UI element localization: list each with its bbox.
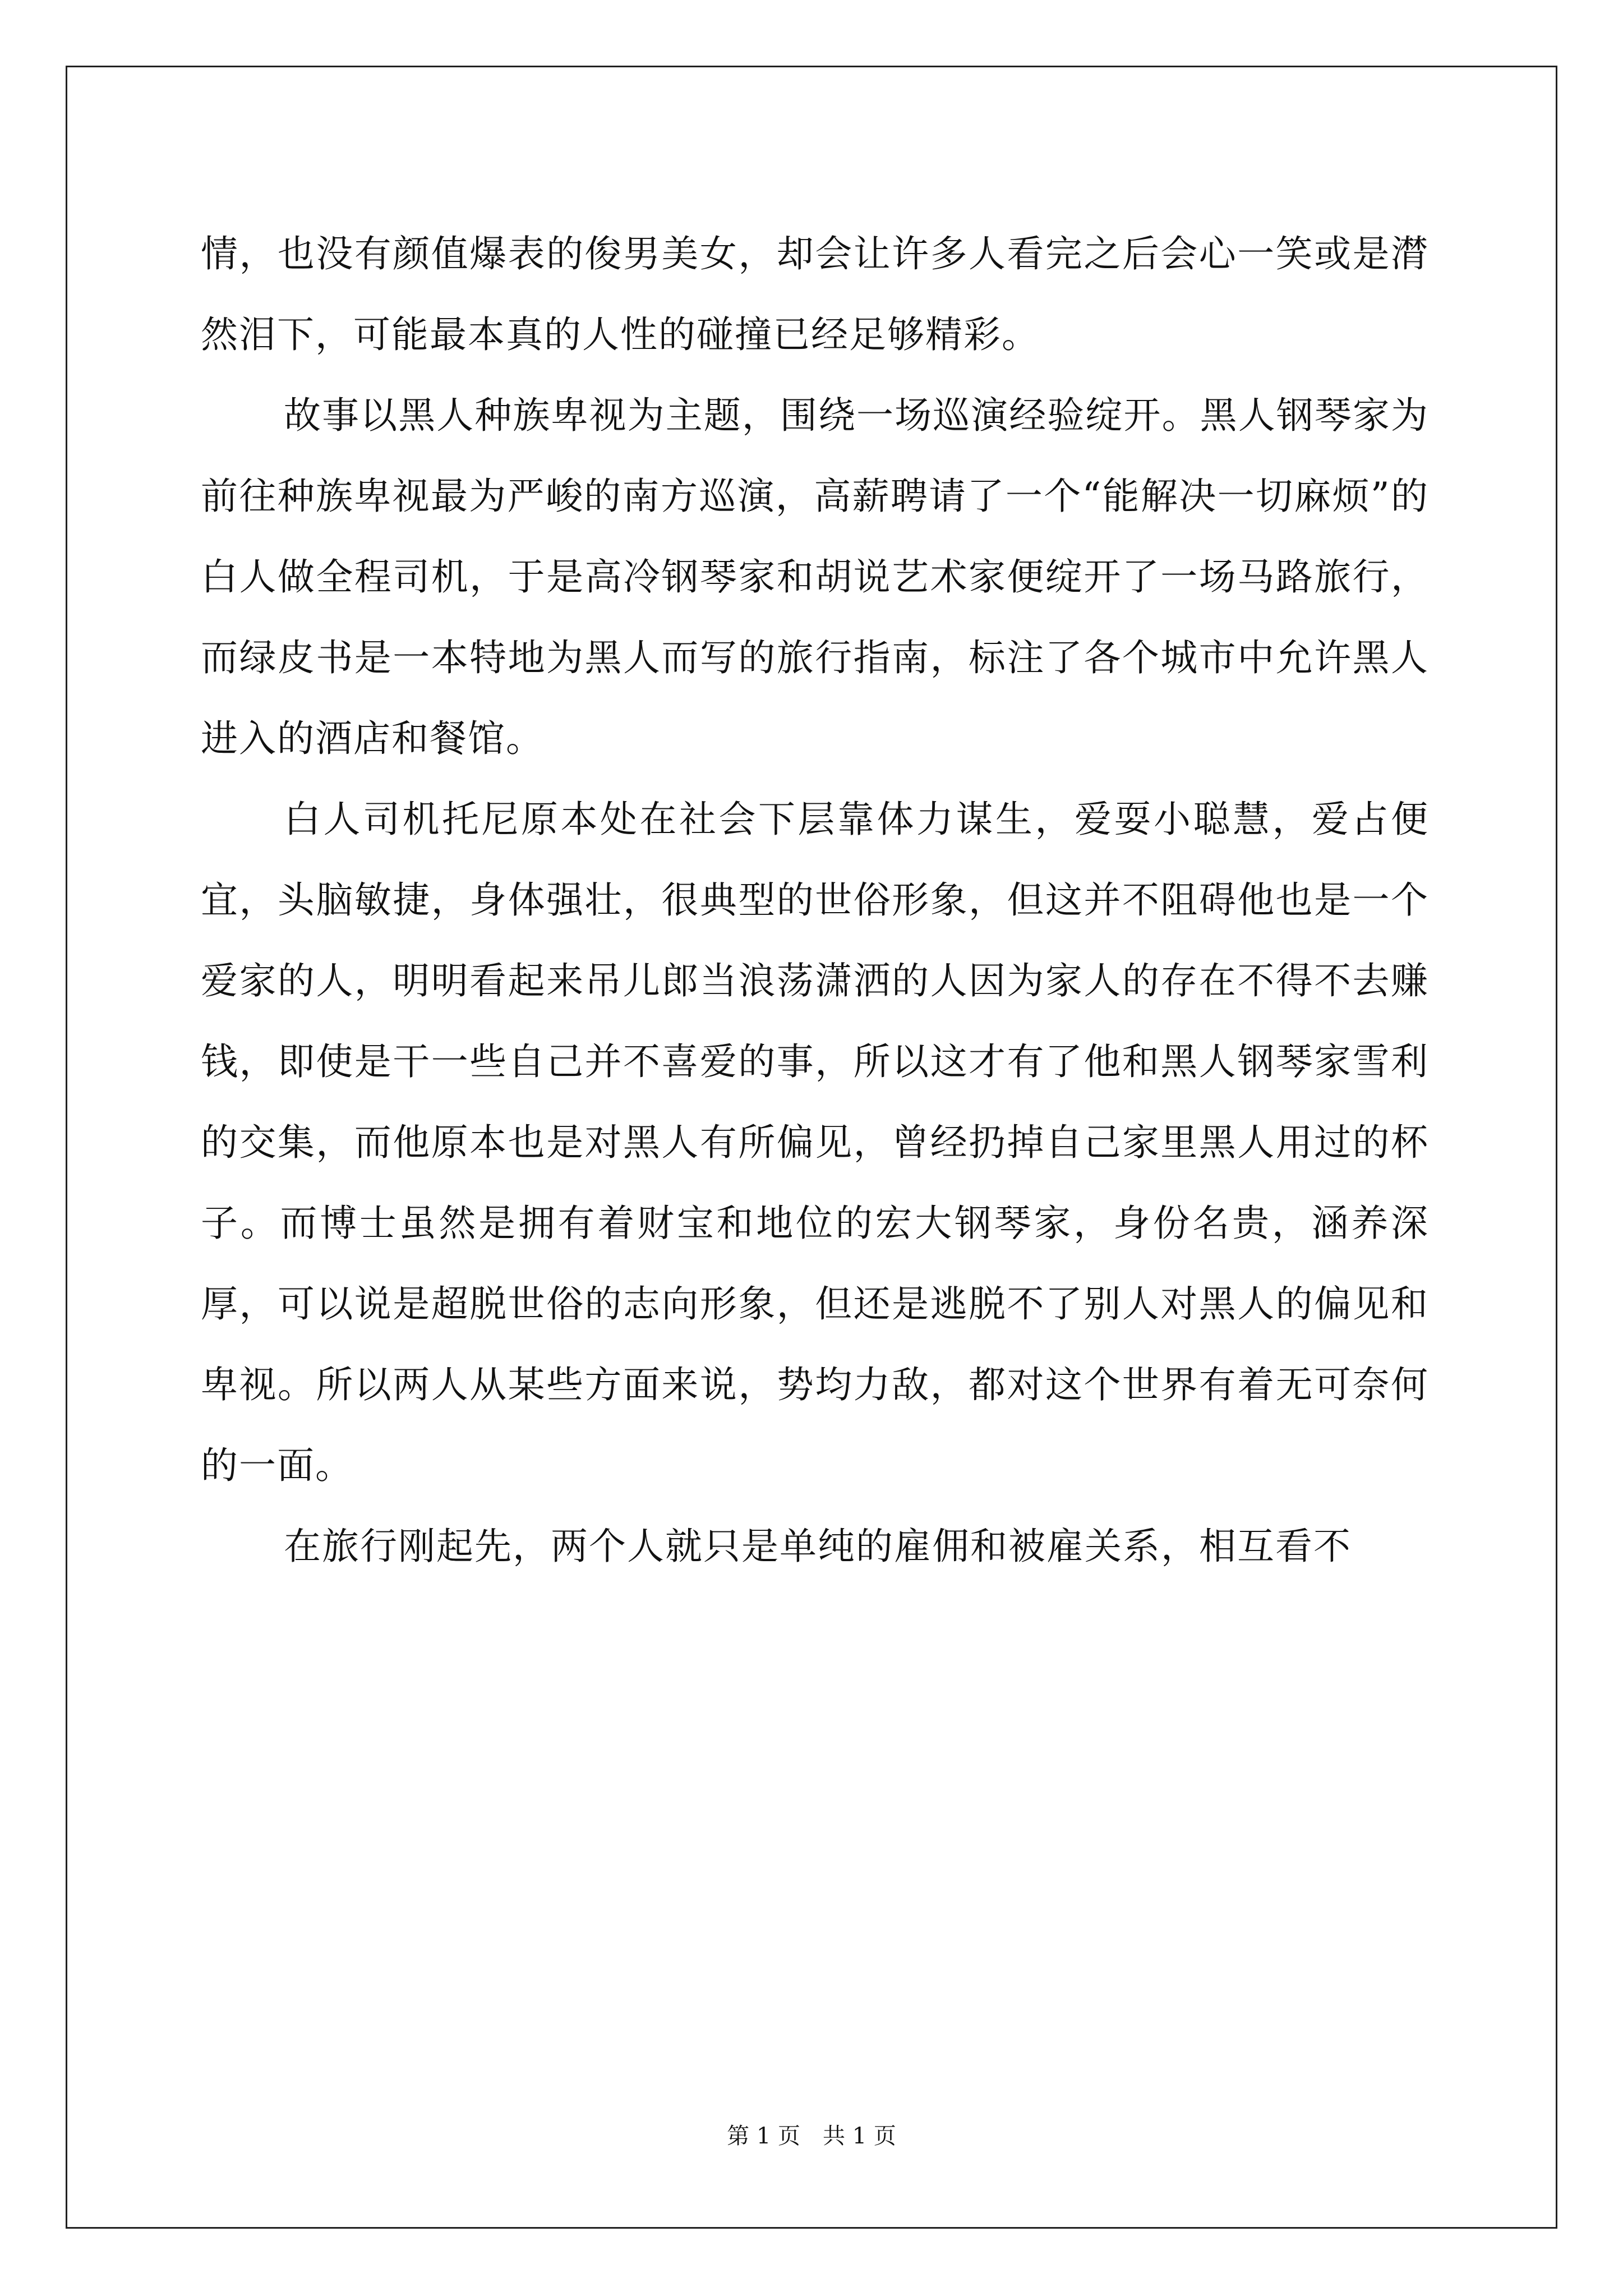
paragraph-1: 情，也没有颜值爆表的俊男美女，却会让许多人看完之后会心一笑或是潸然泪下，可能最本真的人性的碰撞已经足够精彩。 [201,232,1429,356]
document-body [201,214,1429,1587]
page-footer: 第 1 页 共 1 页 [727,2123,896,2149]
paragraph-4: 在旅行刚起先，两个人就只是单纯的雇佣和被雇关系，相互看不 [284,1525,1352,1568]
paragraph-2: 故事以黑人种族卑视为主题，围绕一场巡演经验绽开。黑人钢琴家为前往种族卑视最为严峻的南方巡演，高薪聘请了一个“能解决一切麻烦”的白人做全程司机，于是高冷钢琴家和胡说艺术家便绽开了一场马路旅行，而绿皮书是一本特地为黑人而写的旅行指南，标注了各个城市中允许黑人进入的酒店和餐馆。 [201,394,1429,760]
paragraph-3: 白人司机托尼原本处在社会下层靠体力谋生，爱耍小聪慧，爱占便宜，头脑敏捷，身体强壮，很典型的世俗形象，但这并不阻碍他也是一个爱家的人，明明看起来吊儿郎当浪荡潇洒的人因为家人的存在不得不去赚钱，即使是干一些自己并不喜爱的事，所以这才有了他和黑人钢琴家雪利的交集，而他原本也是对黑人有所偏见，曾经扔掉自己家里黑人用过的杯子。而博士虽然是拥有着财宝和地位的宏大钢琴家，身份名贵，涵养深厚，可以说是超脱世俗的志向形象，但还是逃脱不了别人对黑人的偏见和卑视。所以两人从某些方面来说，势均力敌，都对这个世界有着无可奈何的一面。 [201,798,1429,1487]
